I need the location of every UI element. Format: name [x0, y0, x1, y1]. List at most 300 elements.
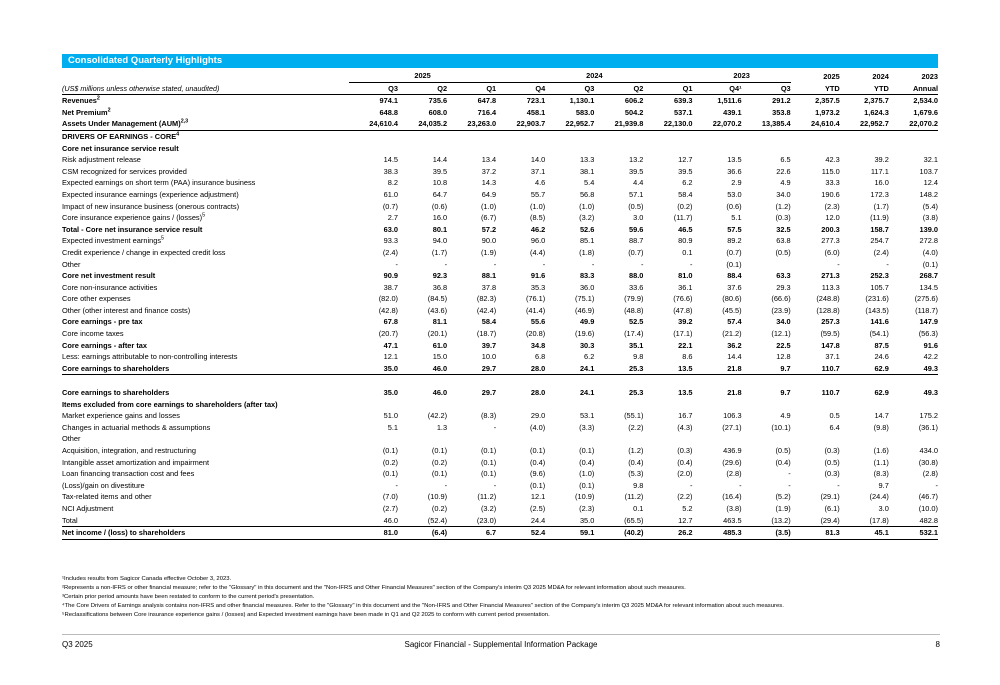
- cell-value: 12.1: [383, 352, 399, 362]
- cell-value: (29.4): [820, 515, 840, 525]
- table-row: [62, 387, 938, 399]
- row-label: (Loss)/gain on divestiture: [62, 480, 145, 490]
- cell-value: 105.7: [870, 282, 889, 292]
- row-label: Core insurance experience gains / (losses)$^5$: [62, 212, 206, 223]
- table-spacer-row: [62, 375, 938, 387]
- table-row: [62, 201, 938, 213]
- cell-value: 37.8: [481, 282, 497, 292]
- cell-value: 88.7: [629, 236, 644, 246]
- cell-value: 61.0: [432, 340, 448, 350]
- cell-value: 1,130.1: [569, 96, 595, 106]
- cell-value: (20.8): [525, 329, 546, 339]
- cell-value: (1.2): [775, 201, 791, 211]
- cell-value: 37.1: [530, 166, 546, 176]
- cell-value: (2.4): [382, 247, 399, 257]
- cell-value: 46.0: [383, 515, 399, 525]
- cell-value: 35.1: [629, 340, 644, 350]
- row-label: Core earnings - pre tax: [62, 317, 143, 327]
- cell-value: [398, 130, 447, 142]
- cell-value: [545, 399, 594, 411]
- column-header-row: [62, 82, 938, 95]
- footnote-5: ⁵Reclassifications between Core insurance experience gains / (losses) and Expected investment earnings have been made in Q1 and Q2 2025 to conform with current period presentation.: [62, 611, 550, 618]
- cell-value: 38.7: [383, 282, 399, 292]
- cell-value: 32.5: [776, 224, 791, 234]
- cell-value: 37.1: [825, 352, 840, 362]
- row-label: CSM recognized for services provided: [62, 166, 187, 176]
- cell-value: 22,070.2: [693, 118, 742, 130]
- cell-value: (66.6): [771, 294, 791, 304]
- cell-value: (0.5): [775, 247, 791, 257]
- cell-value: [889, 399, 938, 411]
- cell-value: 46.0: [432, 388, 448, 398]
- cell-value: (24.4): [869, 492, 889, 502]
- cell-value: 716.4: [477, 107, 497, 117]
- table-body: [62, 95, 938, 540]
- cell-value: (0.1): [530, 446, 546, 455]
- cell-value: (46.7): [918, 492, 938, 502]
- cell-value: 434.0: [919, 446, 938, 455]
- cell-value: 13.4: [481, 155, 497, 165]
- cell-value: 723.1: [526, 96, 546, 106]
- table-row: [62, 247, 938, 259]
- units-note: (US$ millions unless otherwise stated, unaudited): [62, 82, 349, 95]
- cell-value: (0.1): [579, 480, 595, 490]
- table-row: [62, 445, 938, 457]
- cell-value: 35.0: [349, 363, 398, 375]
- cell-value: [643, 399, 692, 411]
- cell-value: [840, 399, 889, 411]
- cell-value: (0.1): [480, 457, 497, 467]
- footnote-1: ¹Includes results from Sagicor Canada effective October 3, 2023.: [62, 576, 232, 582]
- row-label: Risk adjustment release: [62, 155, 141, 165]
- footer-page-number: 8: [935, 640, 940, 649]
- cell-value: -: [395, 259, 399, 269]
- row-label: Acquisition, integration, and restructuring: [62, 446, 196, 455]
- cell-value: 252.3: [870, 271, 889, 281]
- cell-value: 277.3: [821, 236, 840, 246]
- cell-value: -: [493, 480, 497, 490]
- cell-value: (21.2): [722, 329, 742, 339]
- cell-value: (0.7): [628, 247, 644, 257]
- cell-value: 16.7: [678, 411, 693, 421]
- row-label: DRIVERS OF EARNINGS - CORE$^4$: [62, 131, 180, 141]
- cell-value: 88.1: [481, 271, 497, 281]
- cell-value: 47.1: [383, 340, 399, 350]
- cell-value: (1.9): [775, 503, 791, 513]
- row-label: Credit experience / change in expected credit loss: [62, 247, 226, 257]
- cell-value: 22.5: [776, 340, 791, 350]
- cell-value: -: [935, 480, 938, 490]
- cell-value: (56.3): [918, 329, 938, 339]
- cell-value: -: [542, 259, 546, 269]
- table-row: [62, 457, 938, 469]
- footnote-4: ⁴The Core Drivers of Earnings analysis contains non-IFRS and other financial measures. Refer to the "Glossary" in this document and the "Non-IFRS and Other Financial Measures" section of the Company's interim Q3 2025 MD&A for relevant information about such measures.: [62, 602, 784, 609]
- cell-value: -: [886, 259, 889, 269]
- cell-value: 34.0: [776, 317, 791, 327]
- cell-value: (0.2): [431, 503, 448, 513]
- cell-value: (2.4): [873, 247, 889, 257]
- table-row: [62, 177, 938, 189]
- cell-value: [545, 433, 594, 445]
- cell-value: (0.3): [824, 469, 840, 479]
- cell-value: 39.2: [874, 155, 889, 165]
- cell-value: (46.9): [575, 305, 595, 315]
- cell-value: 200.3: [821, 224, 840, 234]
- cell-value: (11.9): [870, 213, 889, 223]
- cell-value: 1,973.2: [815, 107, 840, 117]
- footer-doc-title: Sagicor Financial - Supplemental Information Package: [404, 640, 598, 649]
- table-row: [62, 235, 938, 247]
- cell-value: 463.5: [723, 515, 742, 525]
- cell-value: (36.1): [918, 422, 938, 432]
- cell-value: 8.6: [682, 352, 693, 362]
- cell-value: 29.7: [481, 388, 497, 398]
- cell-value: (9.8): [873, 422, 889, 432]
- cell-value: [693, 130, 742, 142]
- cell-value: 24,610.4: [791, 118, 840, 130]
- cell-value: [791, 399, 840, 411]
- cell-value: 24.1: [579, 388, 595, 398]
- row-label: Tax-related items and other: [62, 492, 152, 502]
- cell-value: 974.1: [379, 96, 399, 106]
- cell-value: (52.4): [427, 515, 448, 525]
- cell-value: 1,624.3: [864, 107, 889, 117]
- cell-value: (54.1): [869, 329, 889, 339]
- col-header-6: Q1: [643, 82, 692, 95]
- cell-value: (3.5): [742, 527, 791, 540]
- cell-value: -: [788, 480, 791, 490]
- cell-value: 29.3: [776, 282, 791, 292]
- footnotes: [62, 575, 940, 620]
- cell-value: 12.7: [678, 515, 693, 525]
- cell-value: (23.0): [476, 515, 497, 525]
- cell-value: [594, 399, 643, 411]
- cell-value: 5.4: [584, 178, 595, 188]
- cell-value: (0.4): [775, 457, 791, 467]
- cell-value: 22.1: [678, 340, 693, 350]
- cell-value: 30.3: [579, 340, 595, 350]
- cell-value: 272.8: [919, 236, 938, 246]
- cell-value: 0.5: [829, 411, 840, 421]
- cell-value: 103.7: [919, 166, 938, 176]
- cell-value: [742, 433, 791, 445]
- table-row: [62, 328, 938, 340]
- cell-value: 21,939.8: [594, 118, 643, 130]
- cell-value: [889, 130, 938, 142]
- cell-value: (11.2): [477, 492, 497, 502]
- table-head: [62, 70, 938, 95]
- cell-value: 12.0: [825, 213, 840, 223]
- cell-value: 485.3: [693, 527, 742, 540]
- cell-value: (0.6): [431, 201, 448, 211]
- cell-value: (82.0): [378, 294, 399, 304]
- cell-value: (17.1): [673, 329, 693, 339]
- cell-value: 14.4: [432, 155, 448, 165]
- cell-value: (1.6): [873, 446, 889, 455]
- cell-value: [643, 143, 692, 155]
- cell-value: 115.0: [821, 166, 840, 176]
- cell-value: 36.0: [579, 282, 595, 292]
- cell-value: -: [395, 480, 399, 490]
- cell-value: (48.8): [624, 305, 644, 315]
- cell-value: (59.5): [820, 329, 840, 339]
- cell-value: 6.2: [682, 178, 693, 188]
- cell-value: [693, 399, 742, 411]
- cell-value: 532.1: [889, 527, 938, 540]
- cell-value: [889, 433, 938, 445]
- cell-value: 1,679.6: [913, 107, 938, 117]
- cell-value: (12.1): [771, 329, 791, 339]
- cell-value: [496, 433, 545, 445]
- cell-value: 9.7: [780, 388, 791, 398]
- cell-value: 16.0: [432, 213, 448, 223]
- cell-value: (10.9): [427, 492, 448, 502]
- cell-value: (0.1): [922, 259, 938, 269]
- cell-value: -: [788, 469, 791, 479]
- col-header-2: Q1: [447, 82, 496, 95]
- cell-value: 24.6: [874, 352, 889, 362]
- cell-value: [791, 433, 840, 445]
- row-label: Expected insurance earnings (experience adjustment): [62, 189, 239, 199]
- cell-value: 67.8: [383, 317, 399, 327]
- cell-value: [447, 399, 496, 411]
- row-label: Core net investment result: [62, 271, 156, 281]
- cell-value: 1.3: [436, 422, 448, 432]
- cell-value: (55.1): [624, 411, 644, 421]
- cell-value: 36.6: [727, 166, 742, 176]
- cell-value: (27.1): [722, 422, 742, 432]
- table-row: [62, 130, 938, 142]
- cell-value: 12.4: [923, 178, 938, 188]
- cell-value: (45.5): [722, 305, 742, 315]
- cell-value: 16.0: [874, 178, 889, 188]
- cell-value: [643, 433, 692, 445]
- table-row: [62, 154, 938, 166]
- cell-value: 52.5: [629, 317, 644, 327]
- cell-value: (0.7): [726, 247, 742, 257]
- cell-value: (1.0): [579, 201, 595, 211]
- cell-value: 2,534.0: [913, 96, 938, 106]
- cell-value: 141.6: [870, 317, 889, 327]
- cell-value: (8.3): [873, 469, 889, 479]
- col-header-4: Q3: [545, 82, 594, 95]
- cell-value: 291.2: [772, 96, 791, 106]
- cell-value: -: [444, 480, 448, 490]
- col-header-0: Q3: [349, 82, 398, 95]
- cell-value: 3.0: [878, 503, 889, 513]
- table-row: [62, 305, 938, 317]
- cell-value: 93.3: [383, 236, 399, 246]
- cell-value: (2.8): [726, 469, 742, 479]
- cell-value: 92.3: [432, 271, 448, 281]
- table-row: [62, 118, 938, 130]
- cell-value: (1.2): [628, 446, 644, 455]
- cell-value: 12.8: [776, 352, 791, 362]
- cell-value: 46.2: [530, 224, 546, 234]
- cell-value: 28.0: [530, 388, 546, 398]
- cell-value: 39.5: [432, 166, 448, 176]
- cell-value: (13.2): [771, 515, 791, 525]
- cell-value: 254.7: [870, 236, 889, 246]
- cell-value: 439.1: [723, 107, 742, 117]
- table-row: [62, 433, 938, 445]
- cell-value: [447, 130, 496, 142]
- cell-value: 36.8: [432, 282, 448, 292]
- cell-value: 14.4: [727, 352, 742, 362]
- cell-value: 85.1: [579, 236, 595, 246]
- table-row: [62, 270, 938, 282]
- cell-value: (0.3): [775, 213, 791, 223]
- cell-value: 158.7: [870, 224, 889, 234]
- cell-value: (20.7): [378, 329, 399, 339]
- cell-value: (2.7): [382, 503, 399, 513]
- cell-value: [398, 399, 447, 411]
- cell-value: 64.7: [432, 189, 448, 199]
- table-row: [62, 468, 938, 480]
- cell-value: [742, 399, 791, 411]
- row-label: Changes in actuarial methods & assumptions: [62, 422, 211, 432]
- cell-value: 58.4: [481, 317, 497, 327]
- cell-value: 6.8: [534, 352, 546, 362]
- cell-value: (82.3): [476, 294, 497, 304]
- cell-value: 606.2: [624, 96, 644, 106]
- cell-value: 13.5: [643, 363, 692, 375]
- cell-value: (2.3): [824, 201, 840, 211]
- col-header-7: Q4¹: [693, 82, 742, 95]
- table-row: [62, 282, 938, 294]
- footnote-marker: 4: [176, 131, 180, 138]
- cell-value: -: [690, 259, 693, 269]
- cell-value: (1.8): [579, 247, 595, 257]
- cell-value: [791, 130, 840, 142]
- row-label: Core other expenses: [62, 294, 131, 304]
- row-label: Expected investment earnings$^5$: [62, 235, 165, 246]
- cell-value: 52.4: [496, 527, 545, 540]
- cell-value: 63.3: [776, 271, 791, 281]
- cell-value: 436.9: [723, 446, 742, 455]
- cell-value: 14.7: [874, 411, 889, 421]
- cell-value: 4.9: [780, 411, 791, 421]
- cell-value: [349, 399, 398, 411]
- cell-value: 24,035.2: [398, 118, 447, 130]
- cell-value: (0.3): [824, 446, 840, 455]
- cell-value: 2.7: [387, 213, 399, 223]
- cell-value: (42.4): [476, 305, 497, 315]
- cell-value: 24.4: [530, 515, 546, 525]
- cell-value: 0.1: [682, 247, 693, 257]
- cell-value: 63.0: [383, 224, 399, 234]
- row-label: Net income / (loss) to shareholders: [62, 527, 349, 540]
- table-row: [62, 491, 938, 503]
- cell-value: 90.9: [383, 271, 399, 281]
- cell-value: -: [493, 259, 497, 269]
- cell-value: (2.5): [530, 503, 546, 513]
- cell-value: 25.3: [629, 388, 644, 398]
- cell-value: (2.2): [677, 492, 693, 502]
- cell-value: [349, 143, 398, 155]
- cell-value: (9.6): [530, 469, 546, 479]
- cell-value: (3.3): [579, 422, 595, 432]
- table-row: [62, 259, 938, 271]
- cell-value: 61.0: [383, 189, 399, 199]
- col-year-ytd-2025: 2025: [823, 71, 840, 81]
- row-label: Total: [62, 515, 78, 525]
- cell-value: (0.5): [824, 457, 840, 467]
- cell-value: [398, 143, 447, 155]
- cell-value: (76.6): [673, 294, 693, 304]
- cell-value: [349, 433, 398, 445]
- cell-value: 537.1: [674, 107, 693, 117]
- cell-value: (10.1): [771, 422, 791, 432]
- cell-value: 59.6: [629, 224, 644, 234]
- cell-value: -: [493, 422, 497, 432]
- cell-value: 147.9: [919, 317, 938, 327]
- cell-value: 35.3: [530, 282, 546, 292]
- cell-value: 89.2: [727, 236, 742, 246]
- cell-value: (0.1): [382, 446, 399, 455]
- row-label: Loan financing transaction cost and fees: [62, 469, 195, 479]
- cell-value: (5.3): [628, 469, 644, 479]
- cell-value: (11.2): [624, 492, 644, 502]
- cell-value: (5.2): [775, 492, 791, 502]
- cell-value: 21.8: [727, 388, 742, 398]
- cell-value: 14.0: [530, 155, 546, 165]
- cell-value: (0.7): [382, 201, 399, 211]
- cell-value: (2.8): [922, 469, 938, 479]
- cell-value: 52.6: [579, 224, 595, 234]
- table-row: [62, 340, 938, 352]
- cell-value: 9.8: [633, 480, 644, 490]
- cell-value: [742, 259, 791, 271]
- year-group-blank: [62, 70, 349, 82]
- cell-value: (29.6): [722, 457, 742, 467]
- cell-value: 51.0: [383, 411, 399, 421]
- cell-value: (30.8): [918, 457, 938, 467]
- cell-value: [840, 143, 889, 155]
- cell-value: 6.5: [780, 155, 791, 165]
- year-group-2025: 2025: [349, 70, 496, 82]
- cell-value: (47.8): [673, 305, 693, 315]
- footer-divider: [62, 634, 940, 635]
- cell-value: (75.1): [575, 294, 595, 304]
- cell-value: 91.6: [530, 271, 546, 281]
- cell-value: 24.1: [545, 363, 594, 375]
- row-label: Revenues$^2$: [62, 95, 100, 106]
- cell-value: (11.7): [673, 213, 693, 223]
- cell-value: 81.0: [349, 527, 398, 540]
- cell-value: 39.5: [678, 166, 693, 176]
- cell-value: 49.9: [579, 317, 595, 327]
- cell-value: 110.7: [791, 363, 840, 375]
- cell-value: (1.0): [579, 469, 595, 479]
- cell-value: (6.4): [398, 527, 447, 540]
- cell-value: [840, 433, 889, 445]
- cell-value: 134.5: [919, 282, 938, 292]
- cell-value: 36.2: [727, 340, 742, 350]
- cell-value: 81.0: [678, 271, 693, 281]
- cell-value: 45.1: [840, 527, 889, 540]
- cell-value: 13.5: [678, 388, 693, 398]
- cell-value: 9.7: [878, 480, 889, 490]
- table-row: [62, 527, 938, 540]
- cell-value: 35.0: [579, 515, 595, 525]
- cell-value: 49.3: [923, 388, 938, 398]
- cell-value: 46.0: [398, 363, 447, 375]
- cell-value: 57.2: [481, 224, 497, 234]
- col-year-annual-2023: 2023: [921, 71, 938, 81]
- cell-value: 87.5: [874, 340, 889, 350]
- table-row: [62, 143, 938, 155]
